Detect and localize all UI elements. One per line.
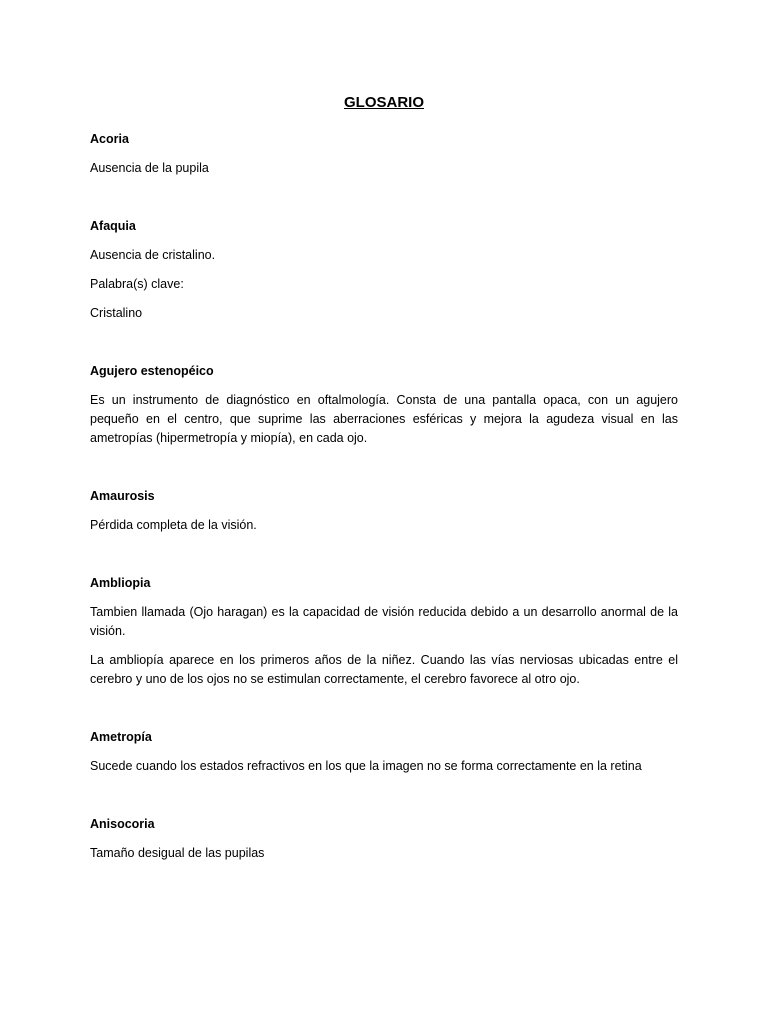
glossary-entry-ambliopia: [90, 574, 678, 689]
entry-term: Afaquia: [90, 219, 136, 233]
entry-term: Ambliopia: [90, 576, 151, 590]
entry-term: Amaurosis: [90, 489, 155, 503]
entry-definition: Ausencia de cristalino.: [90, 248, 216, 262]
entry-definition-extended: La ambliopía aparece en los primeros años de la niñez. Cuando las vías nerviosas ubicadas entre el cerebro y uno de los ojos no se estimulan correctamente, el cerebro favorece al otro ojo.: [90, 653, 678, 686]
entry-definition: Pérdida completa de la visión.: [90, 518, 257, 532]
glossary-entry-ametropia: [90, 728, 678, 776]
entry-spacer: [90, 786, 678, 815]
entry-definition: Ausencia de la pupila: [90, 161, 209, 175]
glossary-entry-agujero-estenopeico: [90, 362, 678, 448]
glossary-entry-anisocoria: [90, 815, 678, 863]
entry-keyword: Cristalino: [90, 306, 143, 320]
glossary-entry-amaurosis: [90, 487, 678, 535]
glossary-title: GLOSARIO: [343, 94, 424, 111]
entry-spacer: [90, 458, 678, 487]
glossary-entry-acoria: [90, 130, 678, 178]
entry-definition: Es un instrumento de diagnóstico en oftalmología. Consta de una pantalla opaca, con un agujero pequeño en el centro, que suprime las aberraciones esféricas y mejora la agudeza visual en las ametropías (hipermetropía y miopía), en cada ojo.: [90, 393, 678, 445]
entry-spacer: [90, 545, 678, 574]
entry-term: Anisocoria: [90, 817, 155, 831]
entry-spacer: [90, 699, 678, 728]
entry-spacer: [90, 333, 678, 362]
entry-term: Agujero estenopéico: [90, 364, 214, 378]
entry-term: Acoria: [90, 132, 129, 146]
entry-keywords-label: Palabra(s) clave:: [90, 277, 184, 291]
document-page: [90, 92, 678, 873]
glossary-entry-afaquia: [90, 217, 678, 323]
entry-term: Ametropía: [90, 730, 152, 744]
entry-definition: Tambien llamada (Ojo haragan) es la capacidad de visión reducida debido a un desarrollo anormal de la visión.: [90, 605, 678, 638]
entry-definition: Tamaño desigual de las pupilas: [90, 846, 265, 860]
entry-definition: Sucede cuando los estados refractivos en los que la imagen no se forma correctamente en la retina: [90, 759, 642, 773]
entry-spacer: [90, 188, 678, 217]
